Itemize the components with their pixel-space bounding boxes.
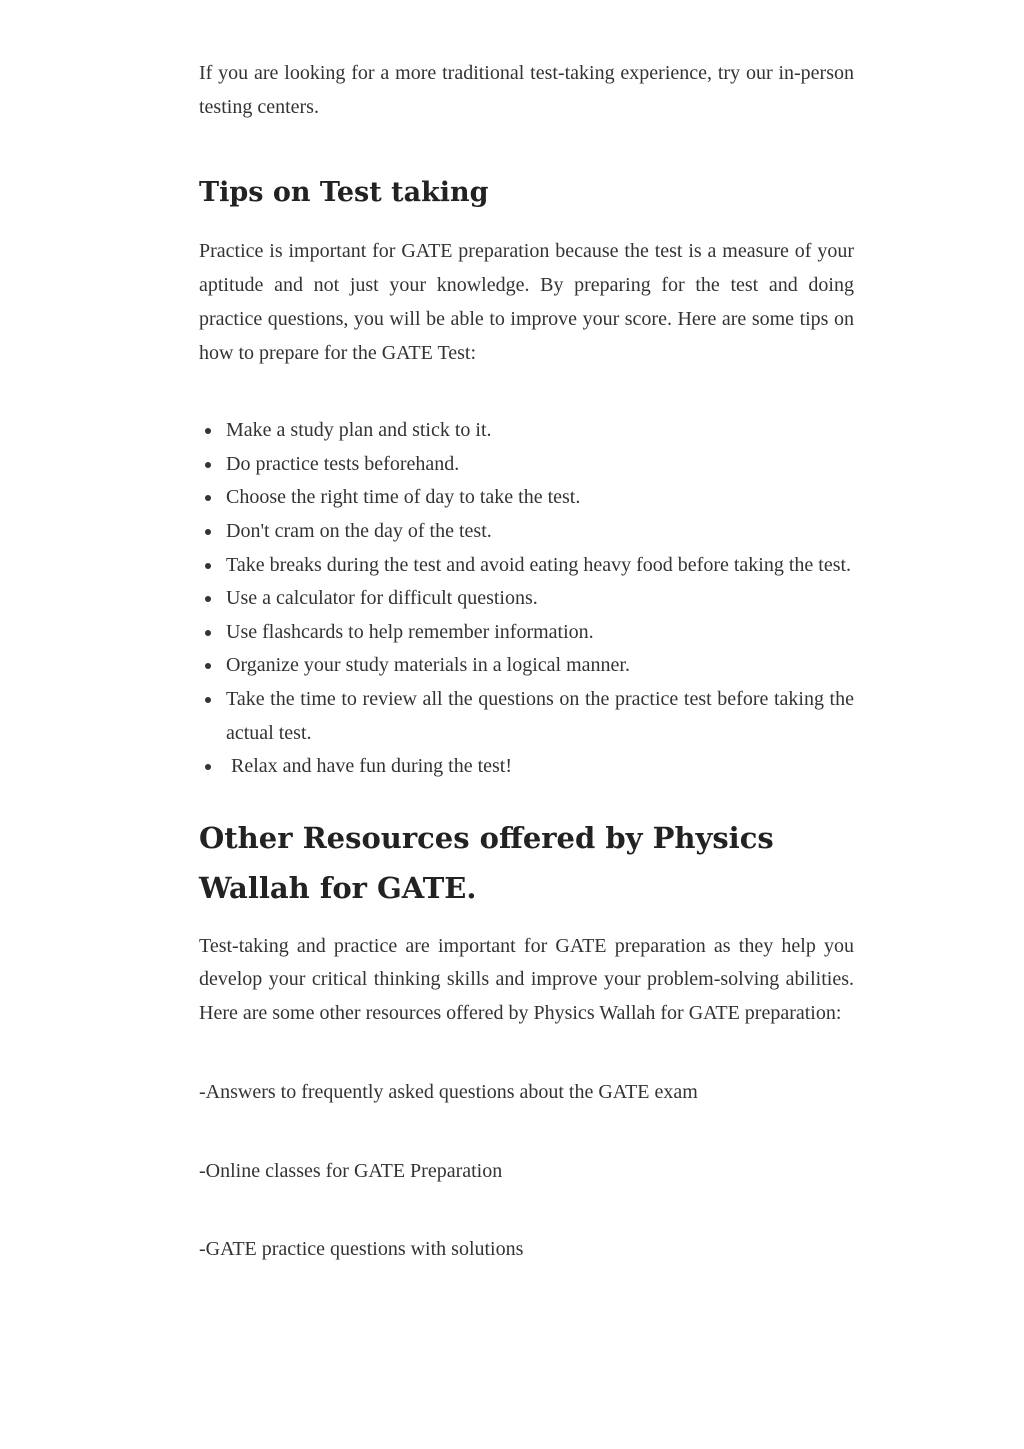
intro-paragraph: If you are looking for a more traditional test-taking experience, try our in-person testing centers.: [199, 62, 854, 118]
list-item: Choose the right time of day to take the test.: [226, 481, 854, 515]
list-item: Take breaks during the test and avoid eating heavy food before taking the test.: [226, 549, 854, 583]
resource-faq: -Answers to frequently asked questions about the GATE exam: [199, 1080, 698, 1103]
other-resources-heading: Other Resources offered by Physics Wallah for GATE.: [199, 820, 774, 905]
list-item: Use flashcards to help remember information.: [226, 616, 854, 650]
tips-heading: Tips on Test taking: [199, 177, 489, 209]
list-item: Use a calculator for difficult questions.: [226, 582, 854, 616]
list-item: Do practice tests beforehand.: [226, 448, 854, 482]
list-item: Relax and have fun during the test!: [226, 750, 854, 784]
tips-paragraph: Practice is important for GATE preparation because the test is a measure of your aptitude and not just your knowledge. By preparing for the test and doing practice questions, you will be able to improve your score. Here are some tips on how to prepare for the GATE Test:: [199, 240, 854, 364]
other-resources-paragraph: Test-taking and practice are important for GATE preparation as they help you develop your critical thinking skills and improve your problem-solving abilities. Here are some other resources offered by Physics Wallah for GATE preparation:: [199, 934, 854, 1025]
list-item: Don't cram on the day of the test.: [226, 515, 854, 549]
tips-list: [199, 414, 854, 784]
list-item: Organize your study materials in a logical manner.: [226, 649, 854, 683]
list-item: Take the time to review all the questions on the practice test before taking the actual test.: [226, 683, 854, 750]
list-item: Make a study plan and stick to it.: [226, 414, 854, 448]
resource-practice-questions: -GATE practice questions with solutions: [199, 1238, 524, 1261]
resource-online-classes: -Online classes for GATE Preparation: [199, 1159, 503, 1182]
article-content: [199, 57, 854, 1267]
